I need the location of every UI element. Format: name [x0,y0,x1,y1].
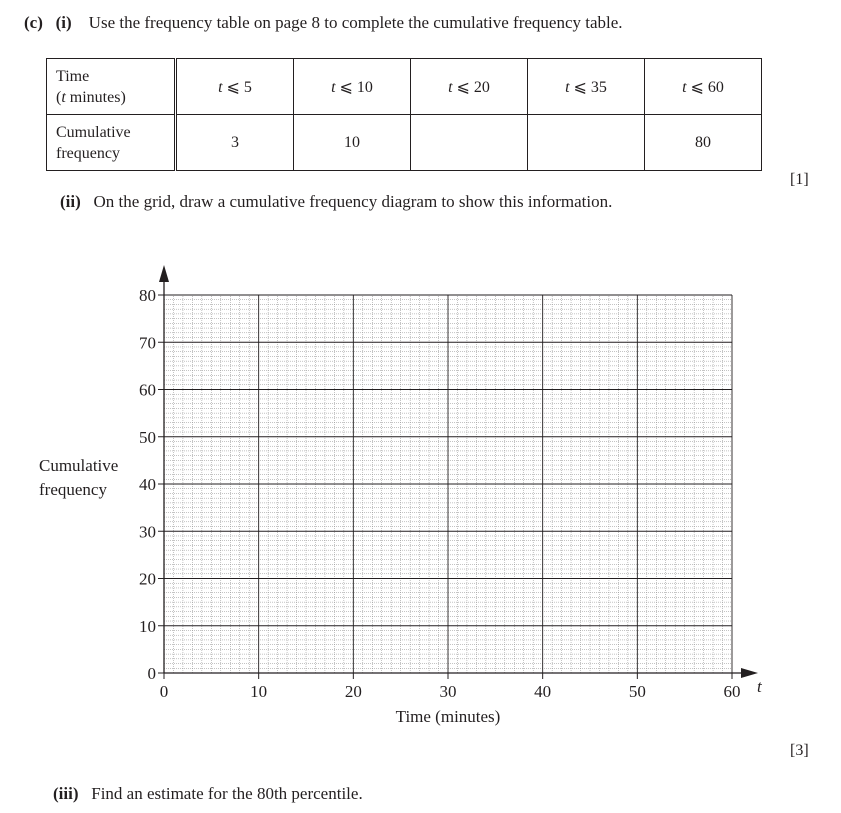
mark-allocation-i: [1] [790,171,809,188]
y-tick-label: 50 [139,427,156,447]
cf-cell-1[interactable]: 10 [294,115,411,171]
x-axis-var: t [757,677,762,696]
x-tick-label: 0 [159,682,169,701]
x-tick-label: 10 [250,682,268,701]
cf-cell-0[interactable]: 3 [176,115,294,171]
y-axis-label-line2: frequency [39,480,107,499]
question-c-iii [53,784,363,804]
interval-var: t [448,78,453,96]
interval-bound: ⩽ 5 [222,78,252,96]
interval-bound: ⩽ 10 [335,78,373,96]
part-label-c: (c) [24,13,43,32]
interval-var: t [682,78,687,96]
y-axis-label-line1: Cumulative [39,456,119,475]
x-tick-label: 50 [628,682,646,701]
sub-i-text: Use the frequency table on page 8 to complete the cumulative frequency table. [88,13,623,32]
mark-allocation-ii: [3] [790,742,809,759]
sub-iii-text: Find an estimate for the 80th percentile. [91,784,363,803]
sub-ii-text: On the grid, draw a cumulative frequency diagram to show this information. [93,192,613,211]
interval-var: t [331,78,336,96]
x-tick-label: 40 [534,682,552,701]
y-tick-label: 0 [147,664,156,683]
sub-label-iii: (iii) [53,784,79,803]
interval-var: t [565,78,570,96]
interval-bound: ⩽ 20 [452,78,490,96]
row-header-cumulative-line2: frequency [56,144,120,162]
y-tick-label: 80 [139,286,156,305]
y-tick-label: 10 [139,616,156,636]
sub-label-i: (i) [55,13,72,32]
y-tick-label: 70 [139,333,156,353]
x-tick-label: 30 [439,682,457,701]
y-tick-label: 20 [139,569,156,589]
x-tick-label: 60 [723,682,741,701]
interval-bound: ⩽ 60 [686,78,724,96]
y-tick-label: 60 [139,380,156,400]
time-var: t [61,88,66,106]
row-header-time-line1: Time [56,67,90,85]
y-axis-arrow [159,265,169,282]
x-axis-label: Time (minutes) [395,707,501,726]
row-header-time: Time (t minutes) [47,59,176,115]
sub-label-ii: (ii) [60,192,81,211]
row-header-cumulative-line1: Cumulative [56,123,131,141]
x-axis-ticks [160,673,741,701]
x-tick-label: 20 [344,682,362,701]
interval-bound: ⩽ 35 [569,78,607,96]
y-axis-ticks [139,286,164,683]
cf-cell-4[interactable]: 80 [645,115,762,171]
y-tick-label: 40 [139,475,156,494]
y-tick-label: 30 [139,522,156,542]
time-unit: minutes) [65,88,126,106]
interval-var: t [218,78,223,96]
x-axis-arrow [741,668,758,678]
